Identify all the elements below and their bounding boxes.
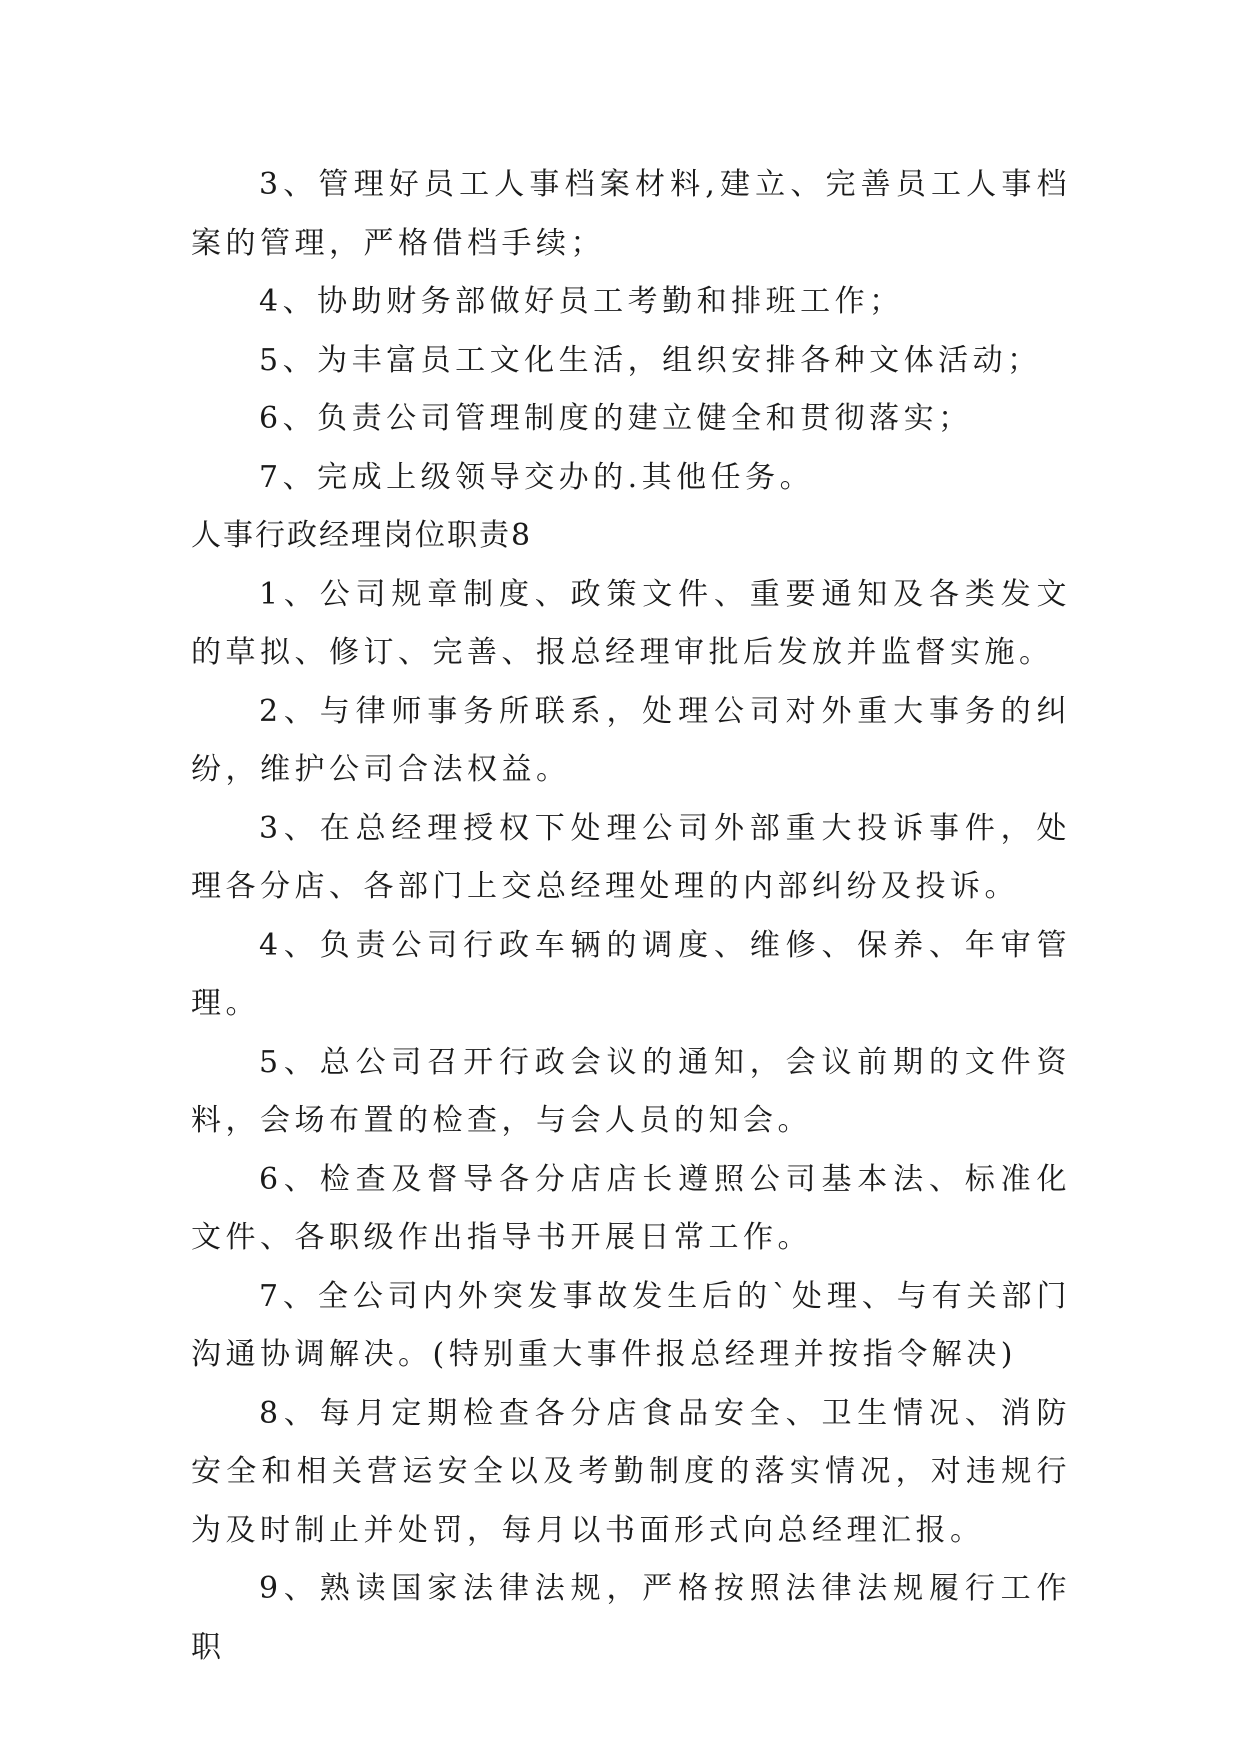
list-item: 3、在总经理授权下处理公司外部重大投诉事件，处理各分店、各部门上交总经理处理的内部纠纷及投诉。 (191, 810, 1071, 904)
previous-section-items (191, 156, 1071, 507)
list-item: 7、全公司内外突发事故发生后的`处理、与有关部门沟通协调解决。(特别重大事件报总经理并按指令解决) (191, 1278, 1071, 1372)
list-item: 6、负责公司管理制度的建立健全和贯彻落实； (259, 401, 973, 436)
section-heading: 人事行政经理岗位职责8 (191, 518, 533, 553)
list-item: 5、总公司召开行政会议的通知，会议前期的文件资料，会场布置的检查，与会人员的知会。 (191, 1044, 1071, 1138)
section-items (191, 566, 1071, 1678)
list-item: 5、为丰富员工文化生活，组织安排各种文体活动； (259, 342, 1042, 378)
document-page (191, 156, 1071, 1677)
list-item: 3、管理好员工人事档案材料,建立、完善员工人事档案的管理，严格借档手续； (191, 167, 1071, 261)
list-item: 6、检查及督导各分店店长遵照公司基本法、标准化文件、各职级作出指导书开展日常工作。 (191, 1161, 1071, 1255)
list-item: 9、熟读国家法律法规，严格按照法律法规履行工作职 (191, 1571, 1071, 1665)
list-item: 4、负责公司行政车辆的调度、维修、保养、年审管理。 (191, 927, 1071, 1021)
list-item: 2、与律师事务所联系，处理公司对外重大事务的纠纷，维护公司合法权益。 (191, 693, 1071, 787)
list-item: 7、完成上级领导交办的.其他任务。 (259, 459, 815, 495)
list-item: 1、公司规章制度、政策文件、重要通知及各类发文的草拟、修订、完善、报总经理审批后发放并监督实施。 (191, 576, 1071, 670)
list-item: 4、协助财务部做好员工考勤和排班工作； (259, 284, 904, 319)
list-item: 8、每月定期检查各分店食品安全、卫生情况、消防安全和相关营运安全以及考勤制度的落实情况，对违规行为及时制止并处罚，每月以书面形式向总经理汇报。 (191, 1395, 1071, 1548)
